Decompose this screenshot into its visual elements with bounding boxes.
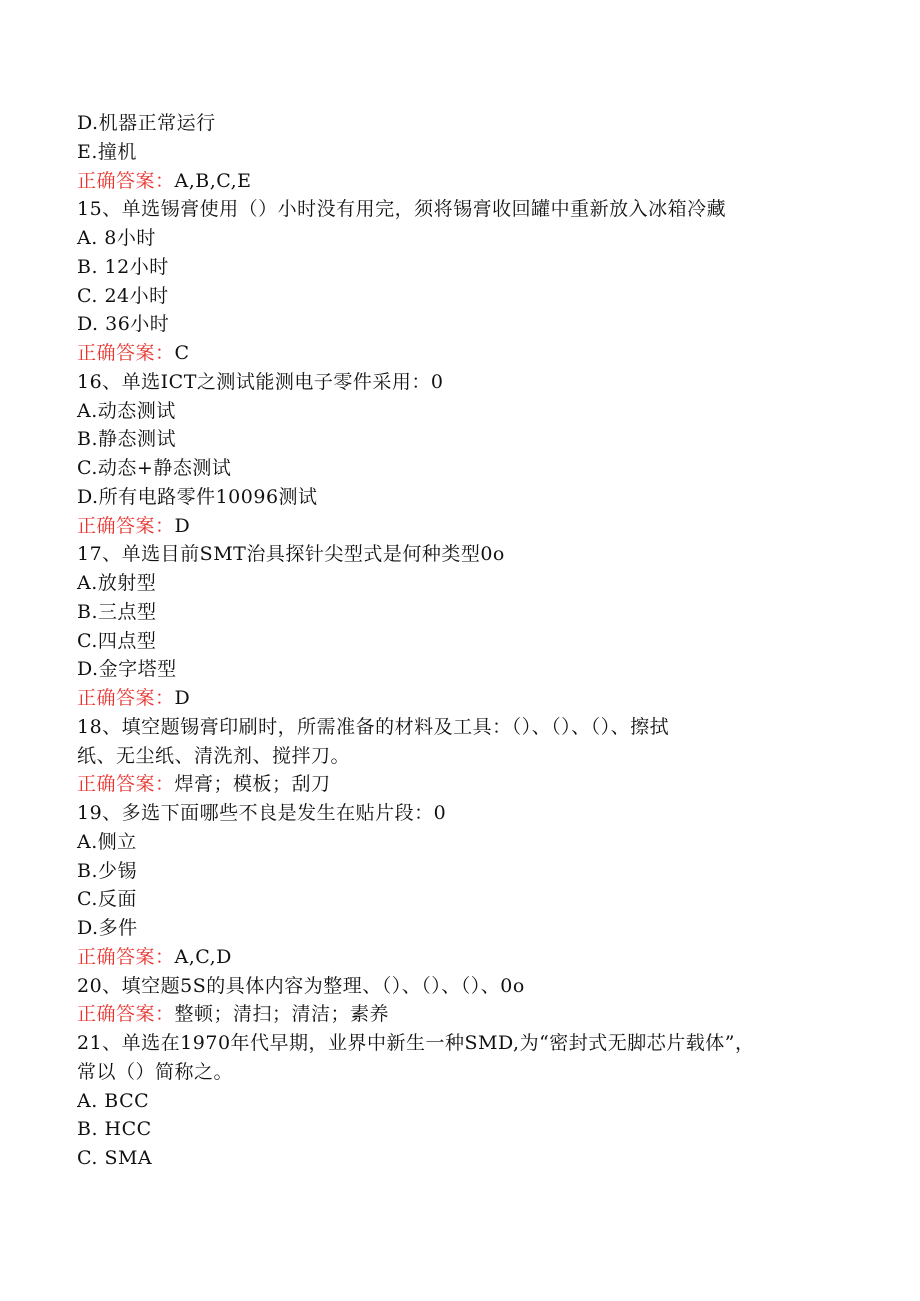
answer-value: D: [174, 687, 191, 709]
option-text: E.撞机: [77, 140, 137, 163]
option-text: B.少锡: [77, 859, 138, 882]
answer-label: 正确答案：: [77, 514, 175, 537]
answer-line: [77, 1002, 389, 1026]
question-text: 19、多选下面哪些不良是发生在贴片段：0: [77, 802, 447, 824]
question-text: 17、单选目前SMT治具探针尖型式是何种类型0o: [77, 543, 505, 566]
answer-value: D: [174, 514, 191, 537]
option-text: A. BCC: [77, 1089, 150, 1112]
answer-label: 正确答案：: [77, 342, 175, 364]
answer-value: A,C,D: [174, 945, 232, 968]
option-text: C.反面: [77, 888, 137, 911]
question-text: 20、填空题5S的具体内容为整理、（）、（）、（）、0o: [77, 974, 525, 997]
option-text: C.动态+静态测试: [77, 457, 232, 479]
answer-line: [77, 169, 252, 193]
answer-line: [77, 686, 190, 710]
option-text: D.所有电路零件10096测试: [77, 485, 318, 508]
option-text: D.多件: [77, 917, 138, 939]
question-text: 常以（）简称之。: [77, 1060, 234, 1083]
answer-line: [77, 772, 331, 796]
answer-label: 正确答案：: [77, 1003, 175, 1026]
question-text: 纸、无尘纸、清洗剂、搅拌刀。: [77, 744, 351, 767]
option-text: C. SMA: [77, 1147, 153, 1169]
question-text: 16、单选ICT之测试能测电子零件采用：0: [77, 370, 444, 393]
option-text: B.三点型: [77, 600, 157, 623]
question-text: 18、填空题锡膏印刷时，所需准备的材料及工具：（）、（）、（）、擦拭: [77, 715, 670, 738]
answer-line: [77, 341, 190, 365]
option-text: D.机器正常运行: [77, 112, 216, 134]
answer-line: [77, 514, 190, 538]
question-text: 15、单选锡膏使用（）小时没有用完，须将锡膏收回罐中重新放入冰箱冷藏: [77, 198, 727, 221]
option-text: A.侧立: [77, 830, 137, 853]
option-text: C. 24小时: [77, 284, 169, 307]
answer-value: 焊膏；模板；刮刀: [174, 773, 331, 796]
option-text: B. 12小时: [77, 255, 169, 278]
option-text: C.四点型: [77, 629, 157, 652]
answer-label: 正确答案：: [77, 945, 175, 968]
option-text: B. HCC: [77, 1118, 152, 1141]
answer-line: [77, 945, 232, 969]
answer-value: C: [174, 342, 190, 364]
option-text: D.金字塔型: [77, 658, 177, 681]
answer-label: 正确答案：: [77, 773, 175, 796]
option-text: A.动态测试: [77, 399, 176, 422]
option-text: B.静态测试: [77, 428, 177, 451]
answer-value: A,B,C,E: [174, 169, 252, 192]
option-text: D. 36小时: [77, 313, 170, 336]
option-text: A. 8小时: [77, 227, 156, 249]
answer-label: 正确答案：: [77, 169, 175, 192]
answer-value: 整顿；清扫；清洁；素养: [174, 1003, 390, 1026]
answer-label: 正确答案：: [77, 687, 175, 709]
question-text: 21、单选在1970年代早期，业界中新生一种SMD,为“密封式无脚芯片载体”，: [77, 1032, 755, 1054]
option-text: A.放射型: [77, 572, 157, 594]
